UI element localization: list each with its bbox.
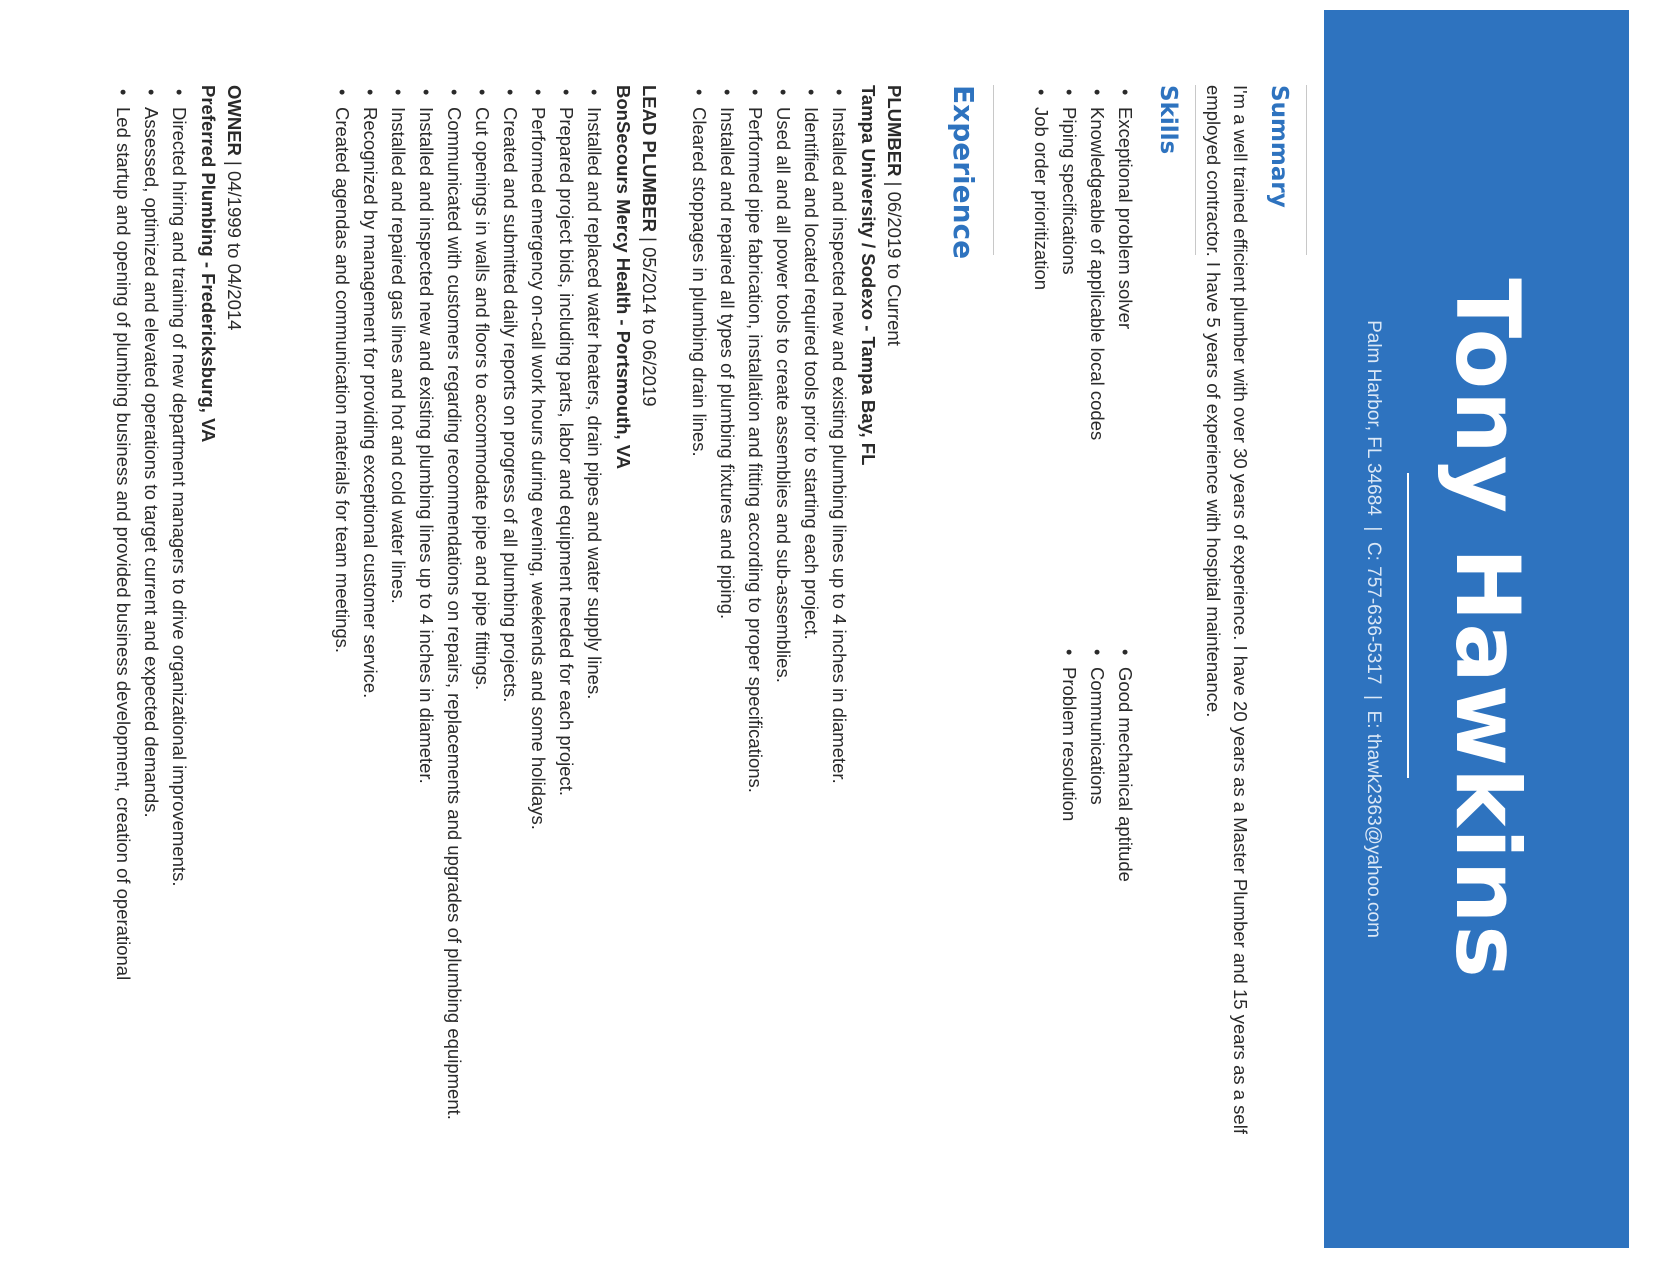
job-bullet: • Performed emergency on-call work hours during evening, weekends and some holidays. (524, 85, 552, 1205)
job-dates: | 06/2019 to Current (884, 176, 905, 346)
experience-divider (993, 85, 994, 255)
job-bullet: • Cut openings in walls and floors to accommodate pipe and pipe fittings. (468, 85, 496, 1205)
experience-heading: Experience (947, 85, 980, 260)
job-bullet: • Installed and inspected new and existing plumbing lines up to 4 inches in diameter. (412, 85, 440, 1205)
job-bullets (109, 85, 193, 1205)
job-dates: | 04/1999 to 04/2014 (224, 155, 245, 331)
skill-item: • Piping specifications (1055, 85, 1083, 440)
skill-item: • Exceptional problem solver (1111, 85, 1139, 440)
summary-text: I'm a well trained efficient plumber with over 30 years of experience. I have 20 years as a Master Plumber and 15 years as a self employed contractor. I have 5 years of experience with hospital maintenance. (1203, 85, 1251, 1134)
job-bullet: • Identified and located required tools prior to starting each project. (797, 85, 825, 1205)
job-bullet: • Created and submitted daily reports on progress of all plumbing projects. (496, 85, 524, 1205)
job-bullets (685, 85, 853, 1205)
job-bullet: • Performed pipe fabrication, installation and fitting according to proper specifications. (741, 85, 769, 1205)
job-bullet: • Prepared project bids, including parts, labor and equipment needed for each project. (552, 85, 580, 1205)
summary-heading: Summary (1266, 85, 1292, 208)
skills-heading: Skills (1155, 85, 1181, 155)
skill-item: • Job order prioritization (1027, 85, 1055, 440)
summary-divider (1306, 85, 1307, 255)
job-bullet: • Created agendas and communication materials for team meetings. (328, 85, 356, 1205)
job-role: PLUMBER (884, 85, 905, 177)
skills-divider (1195, 85, 1196, 255)
skills-list-left (1027, 85, 1139, 440)
job-role: LEAD PLUMBER (639, 85, 660, 232)
job-employer: BonSecours Mercy Health - Portsmouth, VA (613, 85, 634, 470)
job-bullet: • Installed and repaired gas lines and hot and cold water lines. (384, 85, 412, 1205)
job-title (221, 85, 247, 330)
job-title (636, 85, 662, 407)
skill-item: • Knowledgeable of applicable local codes (1083, 85, 1111, 440)
job-bullet: • Led startup and opening of plumbing business and provided business development, creation of operational (109, 85, 137, 1205)
job-role: OWNER (224, 85, 245, 156)
job-employer: Preferred Plumbing - Fredericksburg, VA (198, 85, 219, 443)
job-bullet: • Installed and repaired all types of plumbing fixtures and piping. (713, 85, 741, 1205)
job-bullet: • Used all and all power tools to create assemblies and sub-assemblies. (769, 85, 797, 1205)
job-bullet: • Recognized by management for providing exceptional customer service. (356, 85, 384, 1205)
header-band (1324, 10, 1629, 1248)
job-employer: Tampa University / Sodexo - Tampa Bay, FL (858, 85, 879, 466)
job-bullet: • Cleared stoppages in plumbing drain lines. (685, 85, 713, 1205)
job-title (881, 85, 907, 346)
skills-list-right (1055, 645, 1139, 882)
job-bullet: • Installed and replaced water heaters, drain pipes and water supply lines. (580, 85, 608, 1205)
skill-item: • Communications (1083, 645, 1111, 882)
job-bullets (328, 85, 608, 1205)
job-bullet: • Communicated with customers regarding recommendations on repairs, replacements and upgrades of plumbing equipment. (440, 85, 468, 1205)
job-bullet: • Assessed, optimized and elevated operations to target current and expected demands. (137, 85, 165, 1205)
job-dates: | 05/2014 to 06/2019 (639, 231, 660, 407)
candidate-name: Tony Hawkins (1436, 278, 1539, 980)
header-divider (1407, 473, 1409, 778)
contact-line: Palm Harbor, FL 34684 | C: 757-636-5317 | E: thawk2363@yahoo.com (1363, 320, 1384, 938)
job-bullet: • Installed and inspected new and existing plumbing lines up to 4 inches in diameter. (825, 85, 853, 1205)
skill-item: • Good mechanical aptitude (1111, 645, 1139, 882)
skill-item: • Problem resolution (1055, 645, 1083, 882)
job-bullet: • Directed hiring and training of new department managers to drive organizational improvements. (165, 85, 193, 1205)
